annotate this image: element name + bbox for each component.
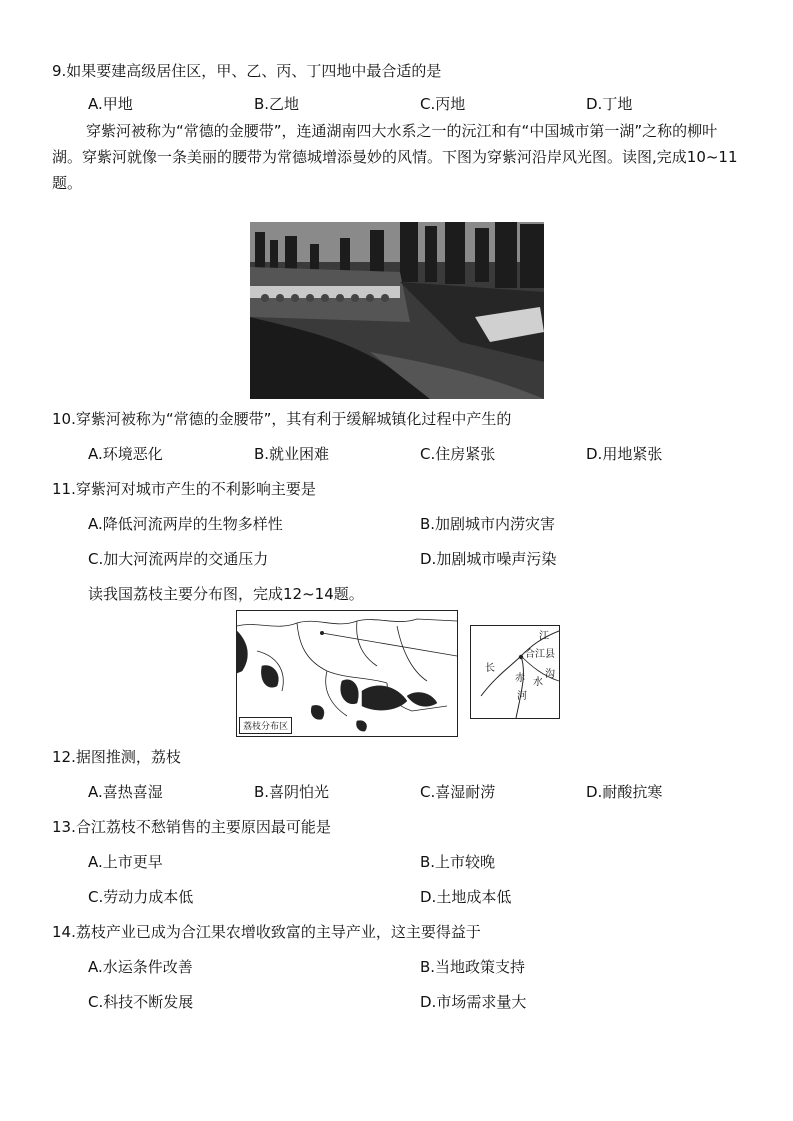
question-13-option-c: C.劳动力成本低 xyxy=(88,888,194,906)
question-14-option-d: D.市场需求量大 xyxy=(420,993,527,1011)
question-11-option-a: A.降低河流两岸的生物多样性 xyxy=(88,515,283,533)
question-14-option-a: A.水运条件改善 xyxy=(88,958,193,976)
question-11-option-d: D.加剧城市噪声污染 xyxy=(420,550,557,568)
inset-label-jiang: 江 xyxy=(539,631,549,642)
question-10-option-c: C.住房紧张 xyxy=(420,445,496,463)
inset-label-chi: 赤 xyxy=(515,673,525,684)
question-10-stem: 10.穿紫河被称为“常德的金腰带”，其有利于缓解城镇化过程中产生的 xyxy=(52,410,512,428)
question-9-option-a: A.甲地 xyxy=(88,95,133,113)
question-12-option-b: B.喜阴怕光 xyxy=(254,783,330,801)
inset-label-hejiang: 合江县 xyxy=(525,649,555,660)
question-12-stem: 12.据图推测，荔枝 xyxy=(52,748,181,766)
question-11-option-c: C.加大河流两岸的交通压力 xyxy=(88,550,269,568)
inset-label-he: 河 xyxy=(517,691,527,702)
question-9-option-b: B.乙地 xyxy=(254,95,300,113)
map-legend-label: 荔枝分布区 xyxy=(243,722,289,732)
question-9-option-c: C.丙地 xyxy=(420,95,466,113)
question-9-stem: 9.如果要建高级居住区，甲、乙、丙、丁四地中最合适的是 xyxy=(52,62,442,80)
question-12-option-c: C.喜湿耐涝 xyxy=(420,783,496,801)
question-14-stem: 14.荔枝产业已成为合江果农增收致富的主导产业，这主要得益于 xyxy=(52,923,481,941)
lychee-distribution-map xyxy=(236,610,458,737)
inset-label-chang: 长 xyxy=(485,663,495,674)
riverside-scenery-photo xyxy=(250,222,544,399)
passage-chuanzi-river: 穿紫河被称为“常德的金腰带”，连通湖南四大水系之一的沅江和有“中国城市第一湖”之称的柳叶湖。穿紫河就像一条美丽的腰带为常德城增添曼妙的风情。下图为穿紫河沿岸风光图。读图,完成10~11题。 xyxy=(52,122,738,192)
question-10-option-d: D.用地紧张 xyxy=(586,445,663,463)
question-12-option-d: D.耐酸抗寒 xyxy=(586,783,663,801)
map-legend xyxy=(239,717,292,734)
question-14-option-b: B.当地政策支持 xyxy=(420,958,526,976)
question-10-option-a: A.环境恶化 xyxy=(88,445,163,463)
question-10-option-b: B.就业困难 xyxy=(254,445,330,463)
question-13-option-a: A.上市更早 xyxy=(88,853,163,871)
question-9-option-d: D.丁地 xyxy=(586,95,633,113)
question-14-option-c: C.科技不断发展 xyxy=(88,993,194,1011)
question-11-stem: 11.穿紫河对城市产生的不利影响主要是 xyxy=(52,480,316,498)
question-12-option-a: A.喜热喜湿 xyxy=(88,783,163,801)
question-13-stem: 13.合江荔枝不愁销售的主要原因最可能是 xyxy=(52,818,331,836)
question-11-option-b: B.加剧城市内涝灾害 xyxy=(420,515,556,533)
hejiang-inset-map xyxy=(470,625,560,719)
question-13-option-b: B.上市较晚 xyxy=(420,853,496,871)
passage-lychee-map: 读我国荔枝主要分布图，完成12~14题。 xyxy=(88,585,364,603)
inset-label-gou: 沟 xyxy=(545,669,555,680)
inset-label-shui: 水 xyxy=(533,677,543,688)
question-13-option-d: D.土地成本低 xyxy=(420,888,512,906)
